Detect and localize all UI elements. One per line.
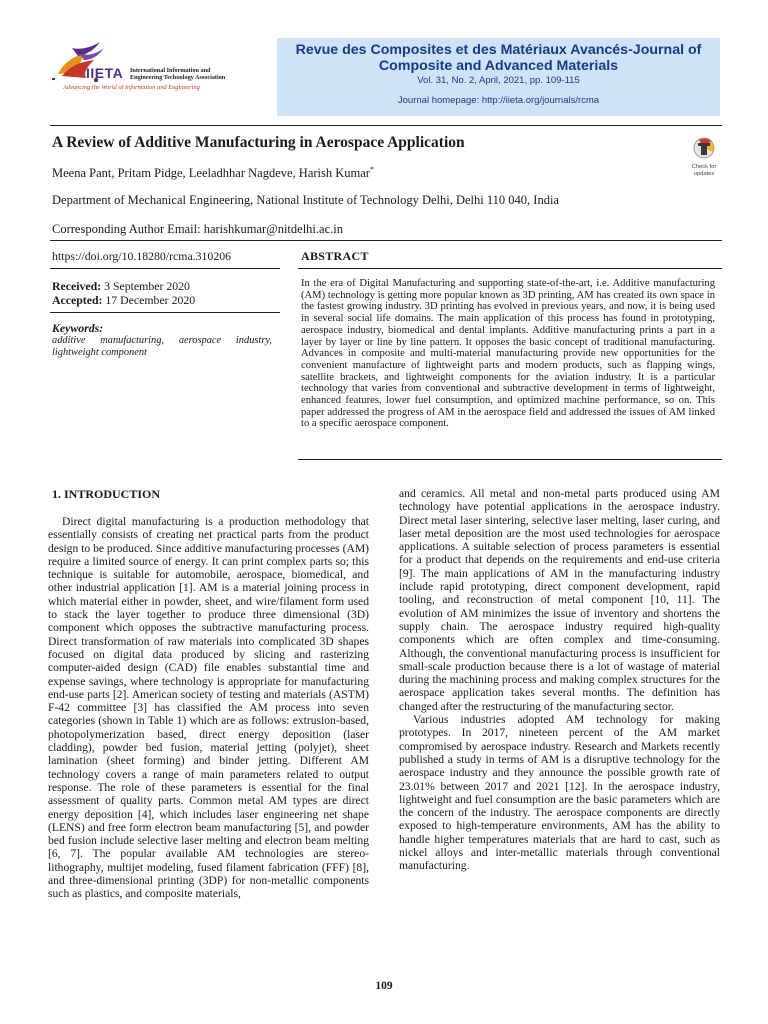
logo-tagline: Advancing the World of Information and Engineering [63,84,200,91]
title-divider [50,240,722,241]
author-names: Meena Pant, Pritam Pidge, Leeladhhar Nagdeve, Harish Kumar [52,166,370,181]
accepted-date: Accepted: 17 December 2020 [52,293,196,307]
paragraph: and ceramics. All metal and non-metal parts produced using AM technology have potential applications in the aerospace industry. Direct metal laser sintering, selective laser melting, laser curing, and laser metal deposition are the most used technologies for aerospace applications. A suitable selection of process parameters is essential for a product that depends on the requirements and end-use criteria [9]. The main applications of AM in the manufacturing industry include rapid prototyping, direct component development, rapid tooling, and reconstruction of metal component [10, 11]. The evolution of AM minimizes the issue of inventory and shortens the supply chain. The aerospace industry required high-quality components which are often complex and time-consuming. Although, the conventional manufacturing process is insufficient for small-scale production because there is a lot of wastage of material during the machining process and making complex structures for the aerospace application takes several months. The definition has changed after the restructuring of the manufacturing sector. [399,487,720,713]
journal-banner [277,38,720,116]
header-divider [50,125,722,126]
paragraph: Various industries adopted AM technology for making prototypes. In 2017, nineteen percent of the AM market compromised by aerospace industry. Research and Markets recently published a study in terms of AM is a disruptive technology for the aerospace industry and they announce the possible growth rate of 23.01% between 2017 and 2021 [12]. In the aerospace industry, lightweight and fuel consumption are the basic parameters which are the concern of the industry. The aerospace components are directly exposed to high-temperature environments, AM has the ability to handle higher temperatures materials that are hard to cast, such as nickel alloys and inter-metallic materials through conventional manufacturing. [399,713,720,873]
journal-title: Revue des Composites et des Matériaux Avancés-Journal of Composite and Advanced Materials [295,42,702,74]
author-list [52,165,374,181]
logo-org-line1: International Information and [130,67,211,74]
keywords-heading: Keywords: [52,321,104,335]
logo-org-line2: Engineering Technology Association [130,74,226,81]
abstract-heading: ABSTRACT [301,249,369,263]
corresponding-mark: * [369,165,374,174]
paper-title: A Review of Additive Manufacturing in Aerospace Application [52,134,465,151]
dates-divider [50,312,280,313]
logo-wordmark: IIETA [86,65,124,81]
page-number: 109 [375,980,393,992]
doi-link[interactable]: https://doi.org/10.18280/rcma.310206 [52,249,232,263]
keywords-list: additive manufacturing, aerospace industry, lightweight component [52,335,272,358]
abstract-end-divider [298,459,722,460]
crossmark-label-1: Check for [691,164,717,170]
article-dates [52,279,195,307]
crossmark-icon [684,137,724,159]
journal-homepage[interactable]: Journal homepage: http://iieta.org/journals/rcma [397,95,600,106]
body-column-right [399,487,720,873]
corresponding-email[interactable]: Corresponding Author Email: harishkumar@nitdelhi.ac.in [52,222,343,236]
body-column-left [48,515,369,901]
abstract-divider [298,268,722,269]
check-for-updates-badge[interactable] [684,137,724,177]
doi-divider [50,268,280,269]
section-heading: 1. INTRODUCTION [52,487,161,501]
abstract-text: In the era of Digital Manufacturing and supporting state-of-the-art, i.e. Additive manufacturing (AM) technology is getting more popular known as 3D printing, AM has created its own space in the fastest growing industry. 3D printing has evolved in previous years, and now, it is being used in several social life domains. The main application of this process has found in prototyping, aerospace industry, biomedical and dental implants. Additive manufacturing prints a part in a layer by layer or line by line pattern. It opposes the basic concept of traditional manufacturing. Advances in composite and multi-material manufacturing provide new opportunities for the convenient manufacture of lightweight parts and modern products, such as flapping wings, satellite brackets, and lightweight components for the aviation industry. It is a particular technology that varies from conventional and subtractive development in terms of lightweight, enhanced features, lower fuel consumption, and optimized machine performance, so on. This paper addressed the progress of AM in the aerospace field and addressed the issues of AM linked to a specific aerospace component. [301,278,715,430]
affiliation: Department of Mechanical Engineering, National Institute of Technology Delhi, Delhi 110 040, India [52,193,559,207]
paragraph: Direct digital manufacturing is a production methodology that essentially consists of creating net practical parts from the product design to be produced. Since additive manufacturing processes (AM) require a limited source of energy. It can print complex parts so; this technique is suitable for automobile, aerospace, biomedical, and other industrial application [1]. AM is a material joining process in which material either in powder, sheet, and wire/filament form used to stack the layer together to produce three dimensional (3D) component which opposes the subtractive manufacturing process. Direct transformation of raw materials into complicated 3D shapes focused on digital data produced by slicing and rasterizing computer-aided design (CAD) file enables substantial time and expense savings, where technology is appropriate for manufacturing end-use parts [2]. American society of testing and materials (ASTM) F-42 committee [3] has classified the AM process into seven categories (shown in Table 1) which are as follows: extrusion-based, photopolymerization based, direct energy deposition (laser cladding), powder bed fusion, material jetting (polyjet), sheet lamination (sheet forming) and binder jetting. Different AM technology covers a range of main parameters related to output response. The role of these parameters is essential for the final assessment of quality parts. Common metal AM types are direct energy deposition [4], which includes laser engineering net shape (LENS) and free form electron beam manufacturing [5], and powder bed fusion include selective laser melting and electron beam melting [6, 7]. The popular available AM technologies are stereo-lithography, multijet modeling, fused filament fabrication (FFF) [8], and three-dimensional printing (3DP) for non-metallic components such as plastics, and composite materials, [48,515,369,901]
received-date: Received: 3 September 2020 [52,279,190,293]
journal-volume: Vol. 31, No. 2, April, 2021, pp. 109-115 [417,75,580,86]
publisher-logo [50,40,280,100]
crossmark-label-2: updates [693,170,715,177]
